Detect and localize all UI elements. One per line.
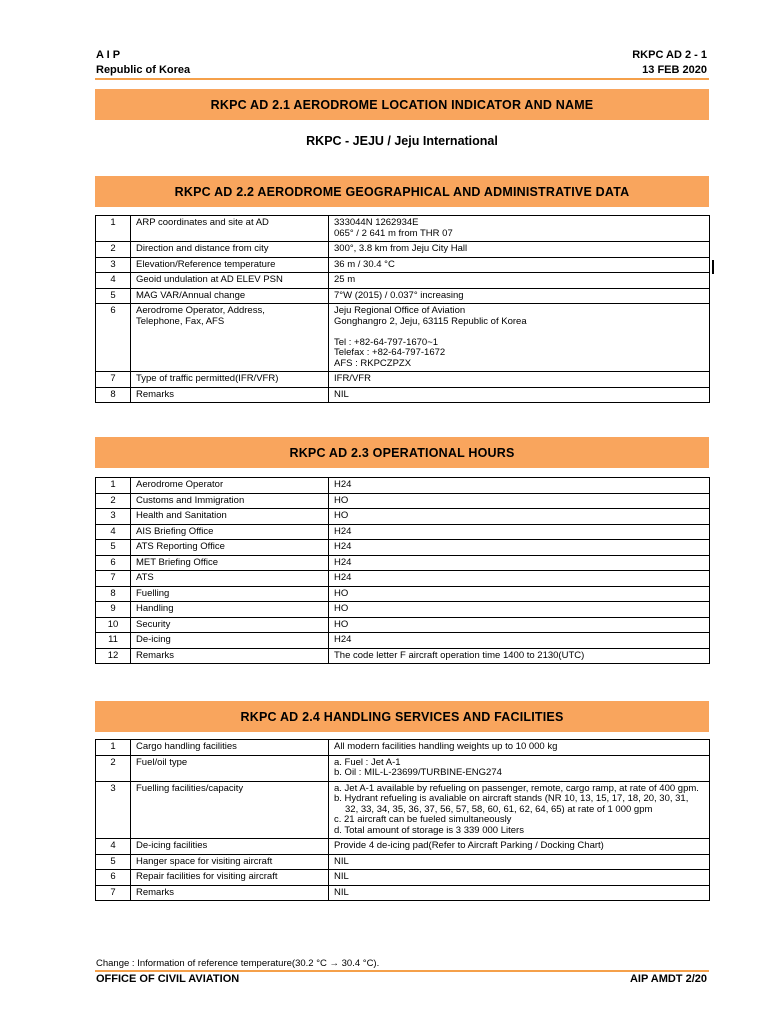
table-row <box>96 478 710 494</box>
table-row <box>96 372 710 388</box>
row-number: 1 <box>96 740 131 756</box>
row-number: 4 <box>96 839 131 855</box>
item-value <box>329 781 710 839</box>
item-value: NIL <box>329 870 710 886</box>
table-row <box>96 648 710 664</box>
item-value: HO <box>329 493 710 509</box>
state-name: Republic of Korea <box>96 64 191 76</box>
value-line: a. Fuel : Jet A-1 <box>334 756 401 768</box>
footer-divider <box>95 970 709 972</box>
table-row <box>96 870 710 886</box>
row-number: 5 <box>96 854 131 870</box>
row-number: 7 <box>96 372 131 388</box>
item-value: H24 <box>329 571 710 587</box>
item-value: H24 <box>329 555 710 571</box>
table-row <box>96 781 710 839</box>
item-label: Health and Sanitation <box>131 509 329 525</box>
item-label: Type of traffic permitted(IFR/VFR) <box>131 372 329 388</box>
table-row <box>96 740 710 756</box>
page-reference: RKPC AD 2 - 1 <box>632 49 707 61</box>
item-value: 36 m / 30.4 °C <box>329 257 710 273</box>
value-line: c. 21 aircraft can be fueled simultaneously <box>334 814 512 825</box>
row-number: 2 <box>96 242 131 258</box>
row-number: 3 <box>96 781 131 839</box>
table-row <box>96 633 710 649</box>
item-label: Remarks <box>131 648 329 664</box>
header-divider <box>95 78 709 80</box>
table-row <box>96 617 710 633</box>
row-number: 3 <box>96 257 131 273</box>
row-number: 5 <box>96 288 131 304</box>
item-value: H24 <box>329 633 710 649</box>
item-value: All modern facilities handling weights up to 10 000 kg <box>329 740 710 756</box>
item-label: Remarks <box>131 387 329 403</box>
item-label: Elevation/Reference temperature <box>131 257 329 273</box>
header-left <box>96 48 190 78</box>
item-value: Provide 4 de-icing pad(Refer to Aircraft Parking / Docking Chart) <box>329 839 710 855</box>
change-note: Change : Information of reference temperature(30.2 °C → 30.4 °C). <box>96 958 380 969</box>
table-row <box>96 586 710 602</box>
item-value: The code letter F aircraft operation time 1400 to 2130(UTC) <box>329 648 710 664</box>
footer-authority: OFFICE OF CIVIL AVIATION <box>96 973 240 985</box>
item-label: Aerodrome Operator <box>131 478 329 494</box>
table-row <box>96 839 710 855</box>
item-label: Hanger space for visiting aircraft <box>131 854 329 870</box>
item-label: Fuel/oil type <box>131 755 329 781</box>
section-2-2-table <box>95 215 710 403</box>
table-row <box>96 571 710 587</box>
table-row <box>96 304 710 372</box>
header-right <box>632 48 707 78</box>
item-value <box>329 755 710 781</box>
item-label: Remarks <box>131 885 329 901</box>
item-value: HO <box>329 617 710 633</box>
table-row <box>96 257 710 273</box>
item-value: 300°, 3.8 km from Jeju City Hall <box>329 242 710 258</box>
item-label: MET Briefing Office <box>131 555 329 571</box>
table-row <box>96 854 710 870</box>
item-label: ATS Reporting Office <box>131 540 329 556</box>
item-label: Security <box>131 617 329 633</box>
item-label: ATS <box>131 571 329 587</box>
item-value: 7°W (2015) / 0.037° increasing <box>329 288 710 304</box>
section-2-3-title: RKPC AD 2.3 OPERATIONAL HOURS <box>95 437 709 468</box>
text-cursor <box>712 260 714 274</box>
value-line: d. Total amount of storage is 3 339 000 Liters <box>334 824 524 836</box>
value-line: b. Oil : MIL-L-23699/TURBINE-ENG274 <box>334 767 502 778</box>
item-label: MAG VAR/Annual change <box>131 288 329 304</box>
row-number: 5 <box>96 540 131 556</box>
item-value: 333044N 1262934E 065° / 2 641 m from THR 07 <box>329 216 710 242</box>
row-number: 8 <box>96 387 131 403</box>
table-row <box>96 493 710 509</box>
item-label: Geoid undulation at AD ELEV PSN <box>131 273 329 289</box>
item-label: Fuelling facilities/capacity <box>131 781 329 839</box>
item-value: H24 <box>329 524 710 540</box>
item-label: De-icing <box>131 633 329 649</box>
row-number: 1 <box>96 478 131 494</box>
row-number: 6 <box>96 870 131 886</box>
item-value: HO <box>329 602 710 618</box>
item-value: HO <box>329 586 710 602</box>
item-label: Repair facilities for visiting aircraft <box>131 870 329 886</box>
item-label: De-icing facilities <box>131 839 329 855</box>
item-value: IFR/VFR <box>329 372 710 388</box>
item-label: Aerodrome Operator, Address, Telephone, Fax, AFS <box>131 304 329 372</box>
item-label: Customs and Immigration <box>131 493 329 509</box>
value-line: b. Hydrant refueling is avaliable on aircraft stands (NR 10, 13, 15, 17, 18, 20, 30, 31, 32, 33, 34, 35, 36, 37, 56, 57, 58, 60, 61, 62, 64, 65) at rate of 1 000 gpm <box>334 793 689 815</box>
item-value: HO <box>329 509 710 525</box>
table-row <box>96 509 710 525</box>
table-row <box>96 242 710 258</box>
footer-amendment: AIP AMDT 2/20 <box>629 973 707 985</box>
item-value: NIL <box>329 387 710 403</box>
table-row <box>96 387 710 403</box>
item-value: H24 <box>329 540 710 556</box>
table-row <box>96 602 710 618</box>
table-row <box>96 216 710 242</box>
row-number: 7 <box>96 885 131 901</box>
row-number: 11 <box>96 633 131 649</box>
table-row <box>96 885 710 901</box>
section-2-3-table <box>95 477 710 664</box>
item-label: Fuelling <box>131 586 329 602</box>
item-label: AIS Briefing Office <box>131 524 329 540</box>
row-number: 10 <box>96 617 131 633</box>
item-label: Handling <box>131 602 329 618</box>
aip-label: A I P <box>96 49 121 61</box>
item-value: NIL <box>329 885 710 901</box>
section-2-1-title: RKPC AD 2.1 AERODROME LOCATION INDICATOR AND NAME <box>95 89 709 120</box>
item-value: Jeju Regional Office of Aviation Gonghangro 2, Jeju, 63115 Republic of Korea Tel : +82-64-797-1670~1 Telefax : +82-64-797-1672 AFS : RKPCZPZX <box>329 304 710 372</box>
section-2-2-title: RKPC AD 2.2 AERODROME GEOGRAPHICAL AND ADMINISTRATIVE DATA <box>95 176 709 207</box>
row-number: 6 <box>96 555 131 571</box>
row-number: 3 <box>96 509 131 525</box>
table-row <box>96 555 710 571</box>
item-label: ARP coordinates and site at AD <box>131 216 329 242</box>
item-value: NIL <box>329 854 710 870</box>
row-number: 1 <box>96 216 131 242</box>
section-2-4-title: RKPC AD 2.4 HANDLING SERVICES AND FACILITIES <box>95 701 709 732</box>
row-number: 4 <box>96 273 131 289</box>
row-number: 7 <box>96 571 131 587</box>
row-number: 6 <box>96 304 131 372</box>
row-number: 9 <box>96 602 131 618</box>
row-number: 8 <box>96 586 131 602</box>
table-row <box>96 524 710 540</box>
table-row <box>96 273 710 289</box>
row-number: 4 <box>96 524 131 540</box>
row-number: 2 <box>96 755 131 781</box>
table-row <box>96 288 710 304</box>
effective-date: 13 FEB 2020 <box>642 64 707 76</box>
table-row <box>96 540 710 556</box>
table-row <box>96 755 710 781</box>
row-number: 12 <box>96 648 131 664</box>
section-2-4-table <box>95 739 710 901</box>
value-line: a. Jet A-1 available by refueling on passenger, remote, cargo ramp, at rate of 400 gpm. <box>334 782 699 794</box>
item-label: Cargo handling facilities <box>131 740 329 756</box>
row-number: 2 <box>96 493 131 509</box>
aerodrome-location-name: RKPC - JEJU / Jeju International <box>306 134 498 148</box>
item-value: H24 <box>329 478 710 494</box>
item-label: Direction and distance from city <box>131 242 329 258</box>
item-value: 25 m <box>329 273 710 289</box>
